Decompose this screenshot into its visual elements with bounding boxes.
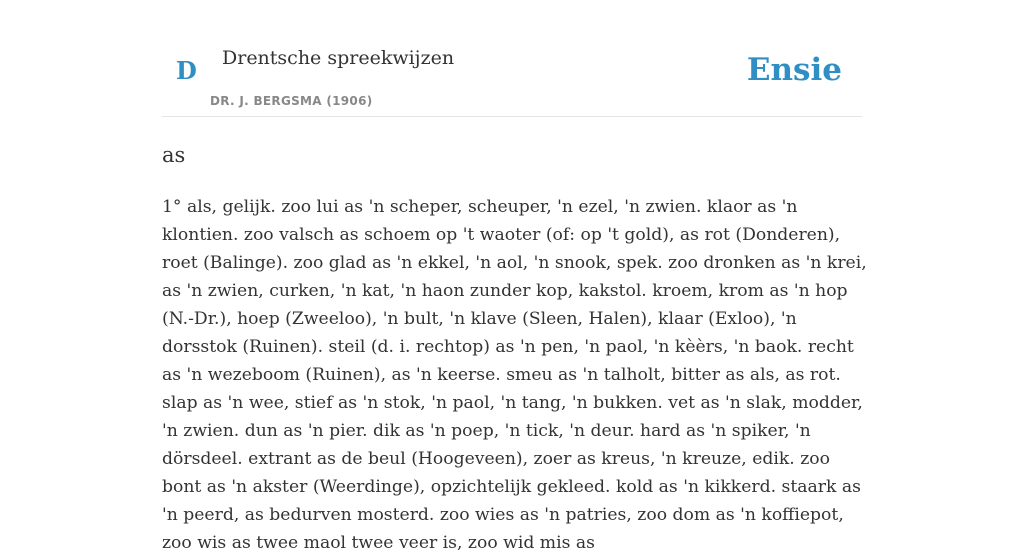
book-title[interactable]: Drentsche spreekwijzen: [222, 47, 455, 69]
author-label: DR. J. BERGSMA (1906): [210, 94, 373, 108]
entry-header: [162, 0, 862, 117]
brand-logo[interactable]: Ensie: [746, 52, 842, 88]
letter-badge[interactable]: D: [176, 56, 197, 85]
definition-text: 1° als, gelijk. zoo lui as 'n scheper, scheuper, 'n ezel, 'n zwien. klaor as 'n klontien. zoo valsch as schoem op 't waoter (of: op 't gold), as rot (Donderen), roet (Balinge). zoo glad as 'n ekkel, 'n aol, 'n snook, spek. zoo dronken as 'n krei, as 'n zwien, curken, 'n kat, 'n haon zunder kop, kakstol. kroem, krom as 'n hop (N.-Dr.), hoep (Zweeloo), 'n bult, 'n klave (Sleen, Halen), klaar (Exloo), 'n dorsstok (Ruinen). steil (d. i. rechtop) as 'n pen, 'n paol, 'n kèèrs, 'n baok. recht as 'n wezeboom (Ruinen), as 'n keerse. smeu as 'n talholt, bitter as als, as rot. slap as 'n wee, stief as 'n stok, 'n paol, 'n tang, 'n bukken. vet as 'n slak, modder, 'n zwien. dun as 'n pier. dik as 'n poep, 'n tick, 'n deur. hard as 'n spiker, 'n dörsdeel. extrant as de beul (Hoogeveen), zoer as kreus, 'n kreuze, edik. zoo bont as 'n akster (Weerdinge), opzichtelijk gekleed. kold as 'n kikkerd. staark as 'n peerd, as bedurven mosterd. zoo wies as 'n patries, zoo dom as 'n koffiepot, zoo wis as twee maol twee veer is, zoo wid mis as: [162, 197, 867, 553]
headword: as: [162, 143, 186, 167]
entry-container: [162, 0, 867, 553]
